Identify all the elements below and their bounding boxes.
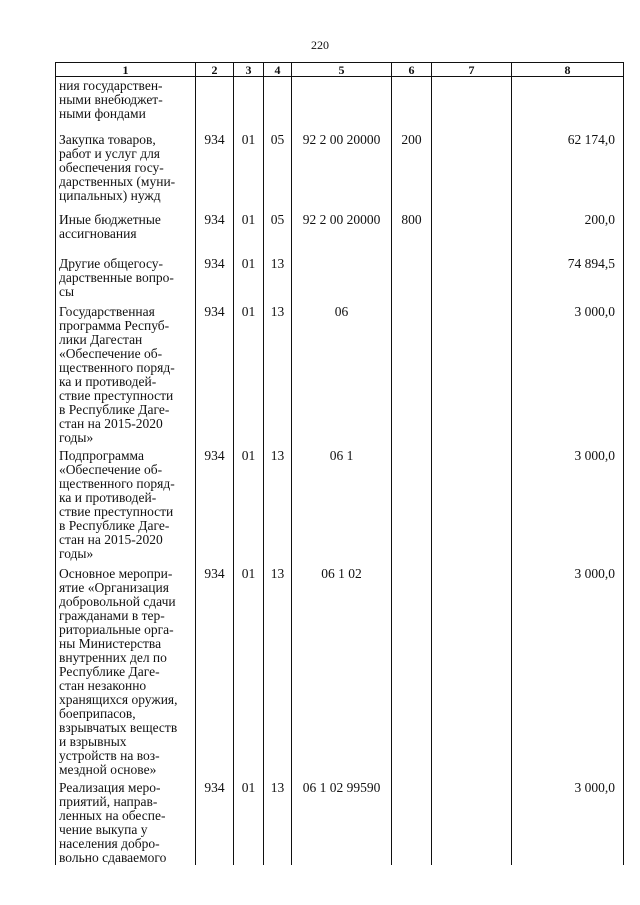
row-code-7	[432, 563, 512, 777]
row-code-4: 13	[264, 445, 292, 563]
row-amount: 62 174,0	[512, 129, 624, 209]
row-code-3: 01	[234, 253, 264, 301]
row-code-6	[392, 563, 432, 777]
table-row	[56, 77, 624, 129]
row-amount: 3 000,0	[512, 777, 624, 865]
row-code-7	[432, 445, 512, 563]
row-code-6	[392, 301, 432, 445]
row-code-5: 92 2 00 20000	[292, 129, 392, 209]
col-header-3: 3	[234, 63, 264, 77]
table-row	[56, 777, 624, 865]
row-code-3: 01	[234, 301, 264, 445]
row-code-4: 13	[264, 301, 292, 445]
row-code-6: 200	[392, 129, 432, 209]
row-code-3: 01	[234, 209, 264, 253]
row-amount	[512, 77, 624, 129]
row-code-5: 06 1	[292, 445, 392, 563]
row-code-5	[292, 77, 392, 129]
row-code-6: 800	[392, 209, 432, 253]
row-name: Иные бюджетные ассигнования	[56, 209, 196, 253]
row-amount: 74 894,5	[512, 253, 624, 301]
row-code-5	[292, 253, 392, 301]
table-row	[56, 129, 624, 209]
table-row	[56, 445, 624, 563]
row-amount: 3 000,0	[512, 445, 624, 563]
row-amount: 200,0	[512, 209, 624, 253]
row-code-2: 934	[196, 563, 234, 777]
row-amount: 3 000,0	[512, 563, 624, 777]
row-code-6	[392, 777, 432, 865]
table-row	[56, 209, 624, 253]
row-code-2: 934	[196, 301, 234, 445]
row-code-4: 05	[264, 209, 292, 253]
row-code-6	[392, 445, 432, 563]
col-header-6: 6	[392, 63, 432, 77]
row-name: Реализация меро- приятий, направ- ленных на обеспе- чение выкупа у населения добро- вольно сдаваемого	[56, 777, 196, 865]
table-row	[56, 253, 624, 301]
row-code-4: 05	[264, 129, 292, 209]
row-code-3: 01	[234, 777, 264, 865]
table-header-row	[56, 63, 624, 77]
row-code-5: 06	[292, 301, 392, 445]
row-name: Другие общегосу- дарственные вопро- сы	[56, 253, 196, 301]
row-code-7	[432, 77, 512, 129]
row-code-2: 934	[196, 253, 234, 301]
row-code-7	[432, 209, 512, 253]
col-header-4: 4	[264, 63, 292, 77]
row-code-4: 13	[264, 563, 292, 777]
row-code-5: 92 2 00 20000	[292, 209, 392, 253]
row-code-7	[432, 253, 512, 301]
row-code-4	[264, 77, 292, 129]
row-code-7	[432, 129, 512, 209]
row-code-3: 01	[234, 563, 264, 777]
col-header-8: 8	[512, 63, 624, 77]
row-code-2: 934	[196, 209, 234, 253]
table-row	[56, 563, 624, 777]
col-header-1: 1	[56, 63, 196, 77]
row-code-5: 06 1 02 99590	[292, 777, 392, 865]
row-code-3: 01	[234, 129, 264, 209]
row-code-6	[392, 77, 432, 129]
col-header-2: 2	[196, 63, 234, 77]
row-code-6	[392, 253, 432, 301]
row-name: Основное меропри- ятие «Организация добровольной сдачи гражданами в тер- риториальные орга- ны Министерства внутренних дел по Республике Даге- стан незаконно хранящихся оружия, боеприпасов, взрывчатых веществ и взрывных устройств на воз- мездной основе»	[56, 563, 196, 777]
col-header-5: 5	[292, 63, 392, 77]
row-code-4: 13	[264, 777, 292, 865]
row-name: Государственная программа Респуб- лики Дагестан «Обеспечение об- щественного поряд- ка и противодей- ствие преступности в Республике Даге- стан на 2015-2020 годы»	[56, 301, 196, 445]
row-code-3	[234, 77, 264, 129]
page-number: 220	[311, 38, 329, 52]
row-code-7	[432, 777, 512, 865]
row-code-5: 06 1 02	[292, 563, 392, 777]
row-code-2	[196, 77, 234, 129]
row-code-4: 13	[264, 253, 292, 301]
row-code-2: 934	[196, 445, 234, 563]
budget-table	[55, 62, 624, 865]
row-name: ния государствен- ными внебюджет- ными фондами	[56, 77, 196, 129]
row-code-3: 01	[234, 445, 264, 563]
row-code-7	[432, 301, 512, 445]
row-name: Подпрограмма «Обеспечение об- щественного поряд- ка и противодей- ствие преступности в Республике Даге- стан на 2015-2020 годы»	[56, 445, 196, 563]
col-header-7: 7	[432, 63, 512, 77]
table-row	[56, 301, 624, 445]
row-code-2: 934	[196, 129, 234, 209]
row-amount: 3 000,0	[512, 301, 624, 445]
row-code-2: 934	[196, 777, 234, 865]
row-name: Закупка товаров, работ и услуг для обеспечения госу- дарственных (муни- ципальных) нужд	[56, 129, 196, 209]
